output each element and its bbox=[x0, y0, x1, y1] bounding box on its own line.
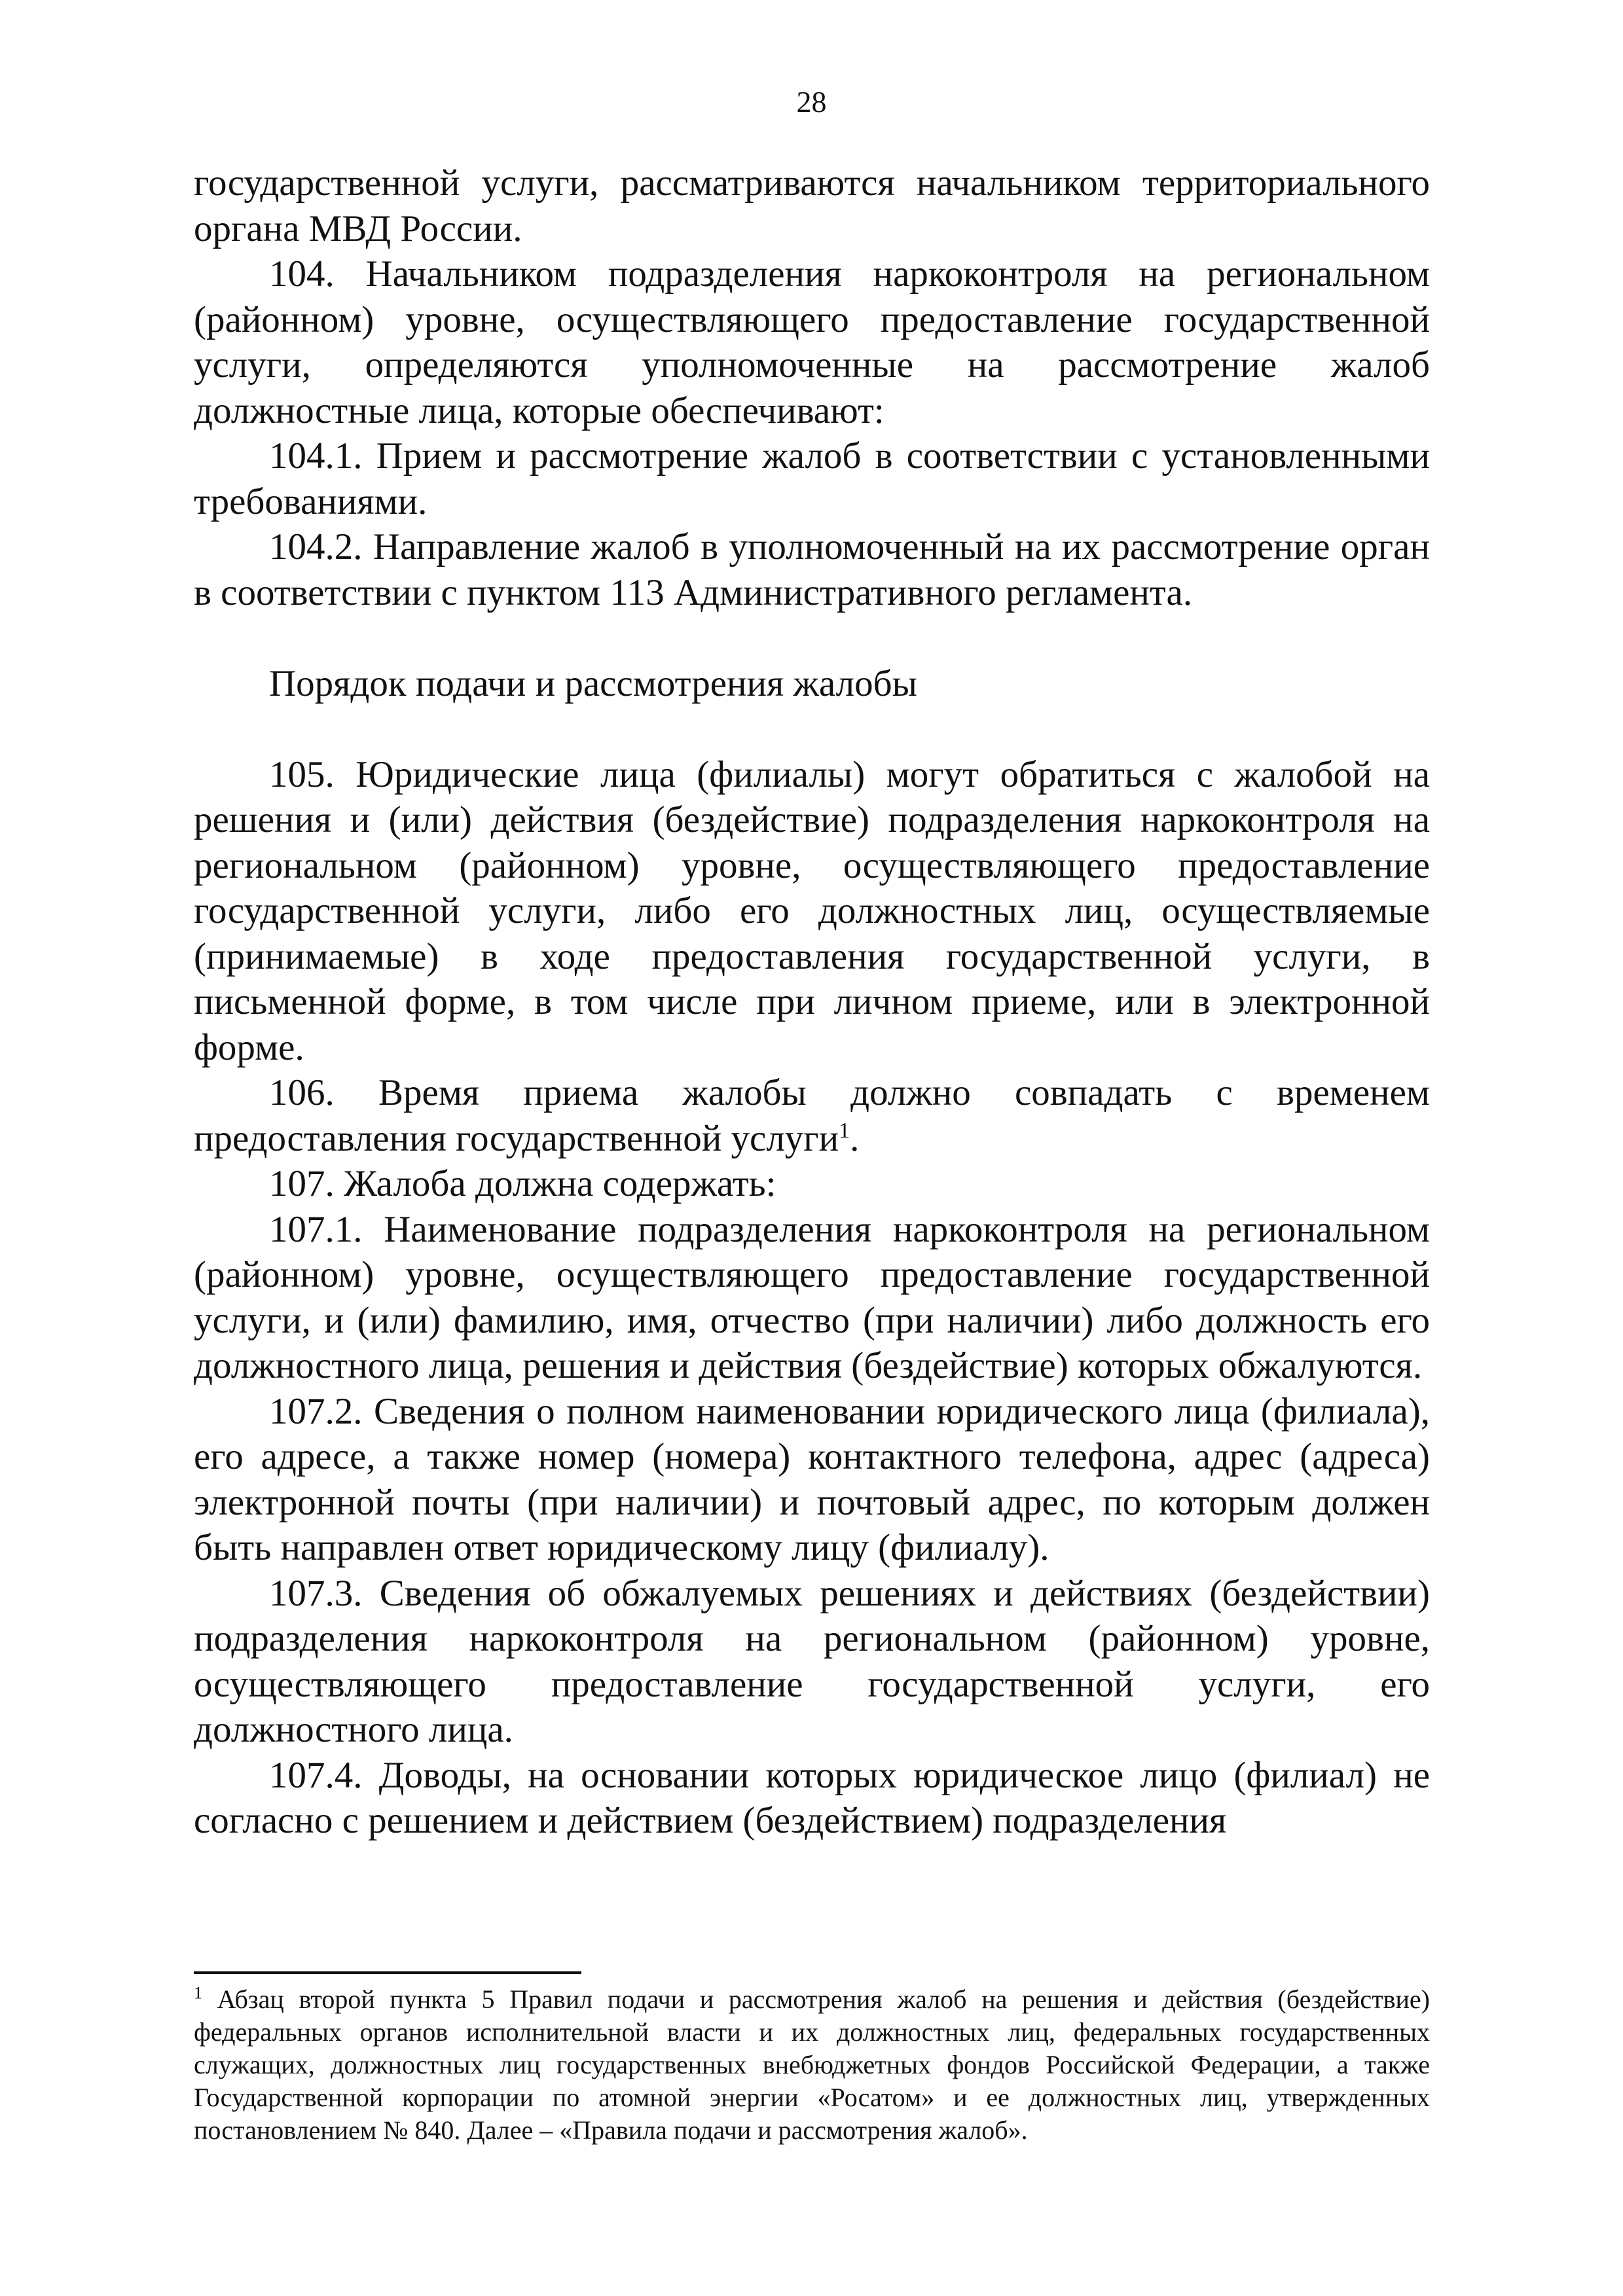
paragraph-104-1: 104.1. Прием и рассмотрение жалоб в соответствии с установленными требованиями. bbox=[194, 435, 1430, 522]
paragraph-104: 104. Начальником подразделения наркоконтроля на региональном (районном) уровне, осуществляющего предоставление государственной услуги, определяются уполномоченные на рассмотрение жалоб должностные лица, которые обеспечивают: bbox=[194, 253, 1430, 431]
section-heading: Порядок подачи и рассмотрения жалобы bbox=[269, 662, 917, 704]
document-body bbox=[194, 160, 1430, 1844]
paragraph-107: 107. Жалоба должна содержать: bbox=[269, 1163, 776, 1204]
paragraph-107-4: 107.4. Доводы, на основании которых юридическое лицо (филиал) не согласно с решением и действием (бездействием) подразделения bbox=[194, 1754, 1430, 1841]
paragraph-105: 105. Юридические лица (филиалы) могут обратиться с жалобой на решения и (или) действия (бездействие) подразделения наркоконтроля на региональном (районном) уровне, осуществляющего предоставление государственной услуги, либо его должностных лиц, осуществляемые (принимаемые) в ходе предоставления государственной услуги, в письменной форме, в том числе при личном приеме, или в электронной форме. bbox=[194, 753, 1430, 1068]
paragraph-106 bbox=[194, 1070, 1430, 1161]
paragraph-107-3: 107.3. Сведения об обжалуемых решениях и действиях (бездействии) подразделения наркоконтроля на региональном (районном) уровне, осуществляющего предоставление государственной услуги, его должностного лица. bbox=[194, 1572, 1430, 1750]
footnote bbox=[194, 1983, 1430, 2147]
paragraph-104-2: 104.2. Направление жалоб в уполномоченный на их рассмотрение орган в соответствии с пунктом 113 Административного регламента. bbox=[194, 526, 1430, 613]
paragraph-continuation: государственной услуги, рассматриваются начальником территориального органа МВД России. bbox=[194, 162, 1430, 249]
footnote-divider bbox=[194, 1971, 581, 1974]
paragraph-107-2: 107.2. Сведения о полном наименовании юридического лица (филиала), его адресе, а также номер (номера) контактного телефона, адрес (адреса) электронной почты (при наличии) и почтовый адрес, по которым должен быть направлен ответ юридическому лицу (филиалу). bbox=[194, 1390, 1430, 1568]
footnote-text: Абзац второй пункта 5 Правил подачи и рассмотрения жалоб на решения и действия (бездействие) федеральных органов исполнительной власти и их должностных лиц, федеральных государственных служащих, должностных лиц государственных внебюджетных фондов Российской Федерации, а также Государственной корпорации по атомной энергии «Росатом» и ее должностных лиц, утвержденных постановлением № 840. Далее – «Правила подачи и рассмотрения жалоб». bbox=[194, 1984, 1430, 2145]
paragraph-106-end: . bbox=[850, 1117, 860, 1159]
paragraph-106-text: 106. Время приема жалобы должно совпадать с временем предоставления государственной услуги bbox=[194, 1072, 1430, 1159]
paragraph-107-1: 107.1. Наименование подразделения наркоконтроля на региональном (районном) уровне, осуществляющего предоставление государственной услуги, и (или) фамилию, имя, отчество (при наличии) либо должность его должностного лица, решения и действия (бездействие) которых обжалуются. bbox=[194, 1208, 1430, 1386]
page-number: 28 bbox=[796, 85, 827, 118]
footnote-reference: 1 bbox=[839, 1118, 850, 1143]
footnote-marker: 1 bbox=[194, 1983, 202, 2003]
